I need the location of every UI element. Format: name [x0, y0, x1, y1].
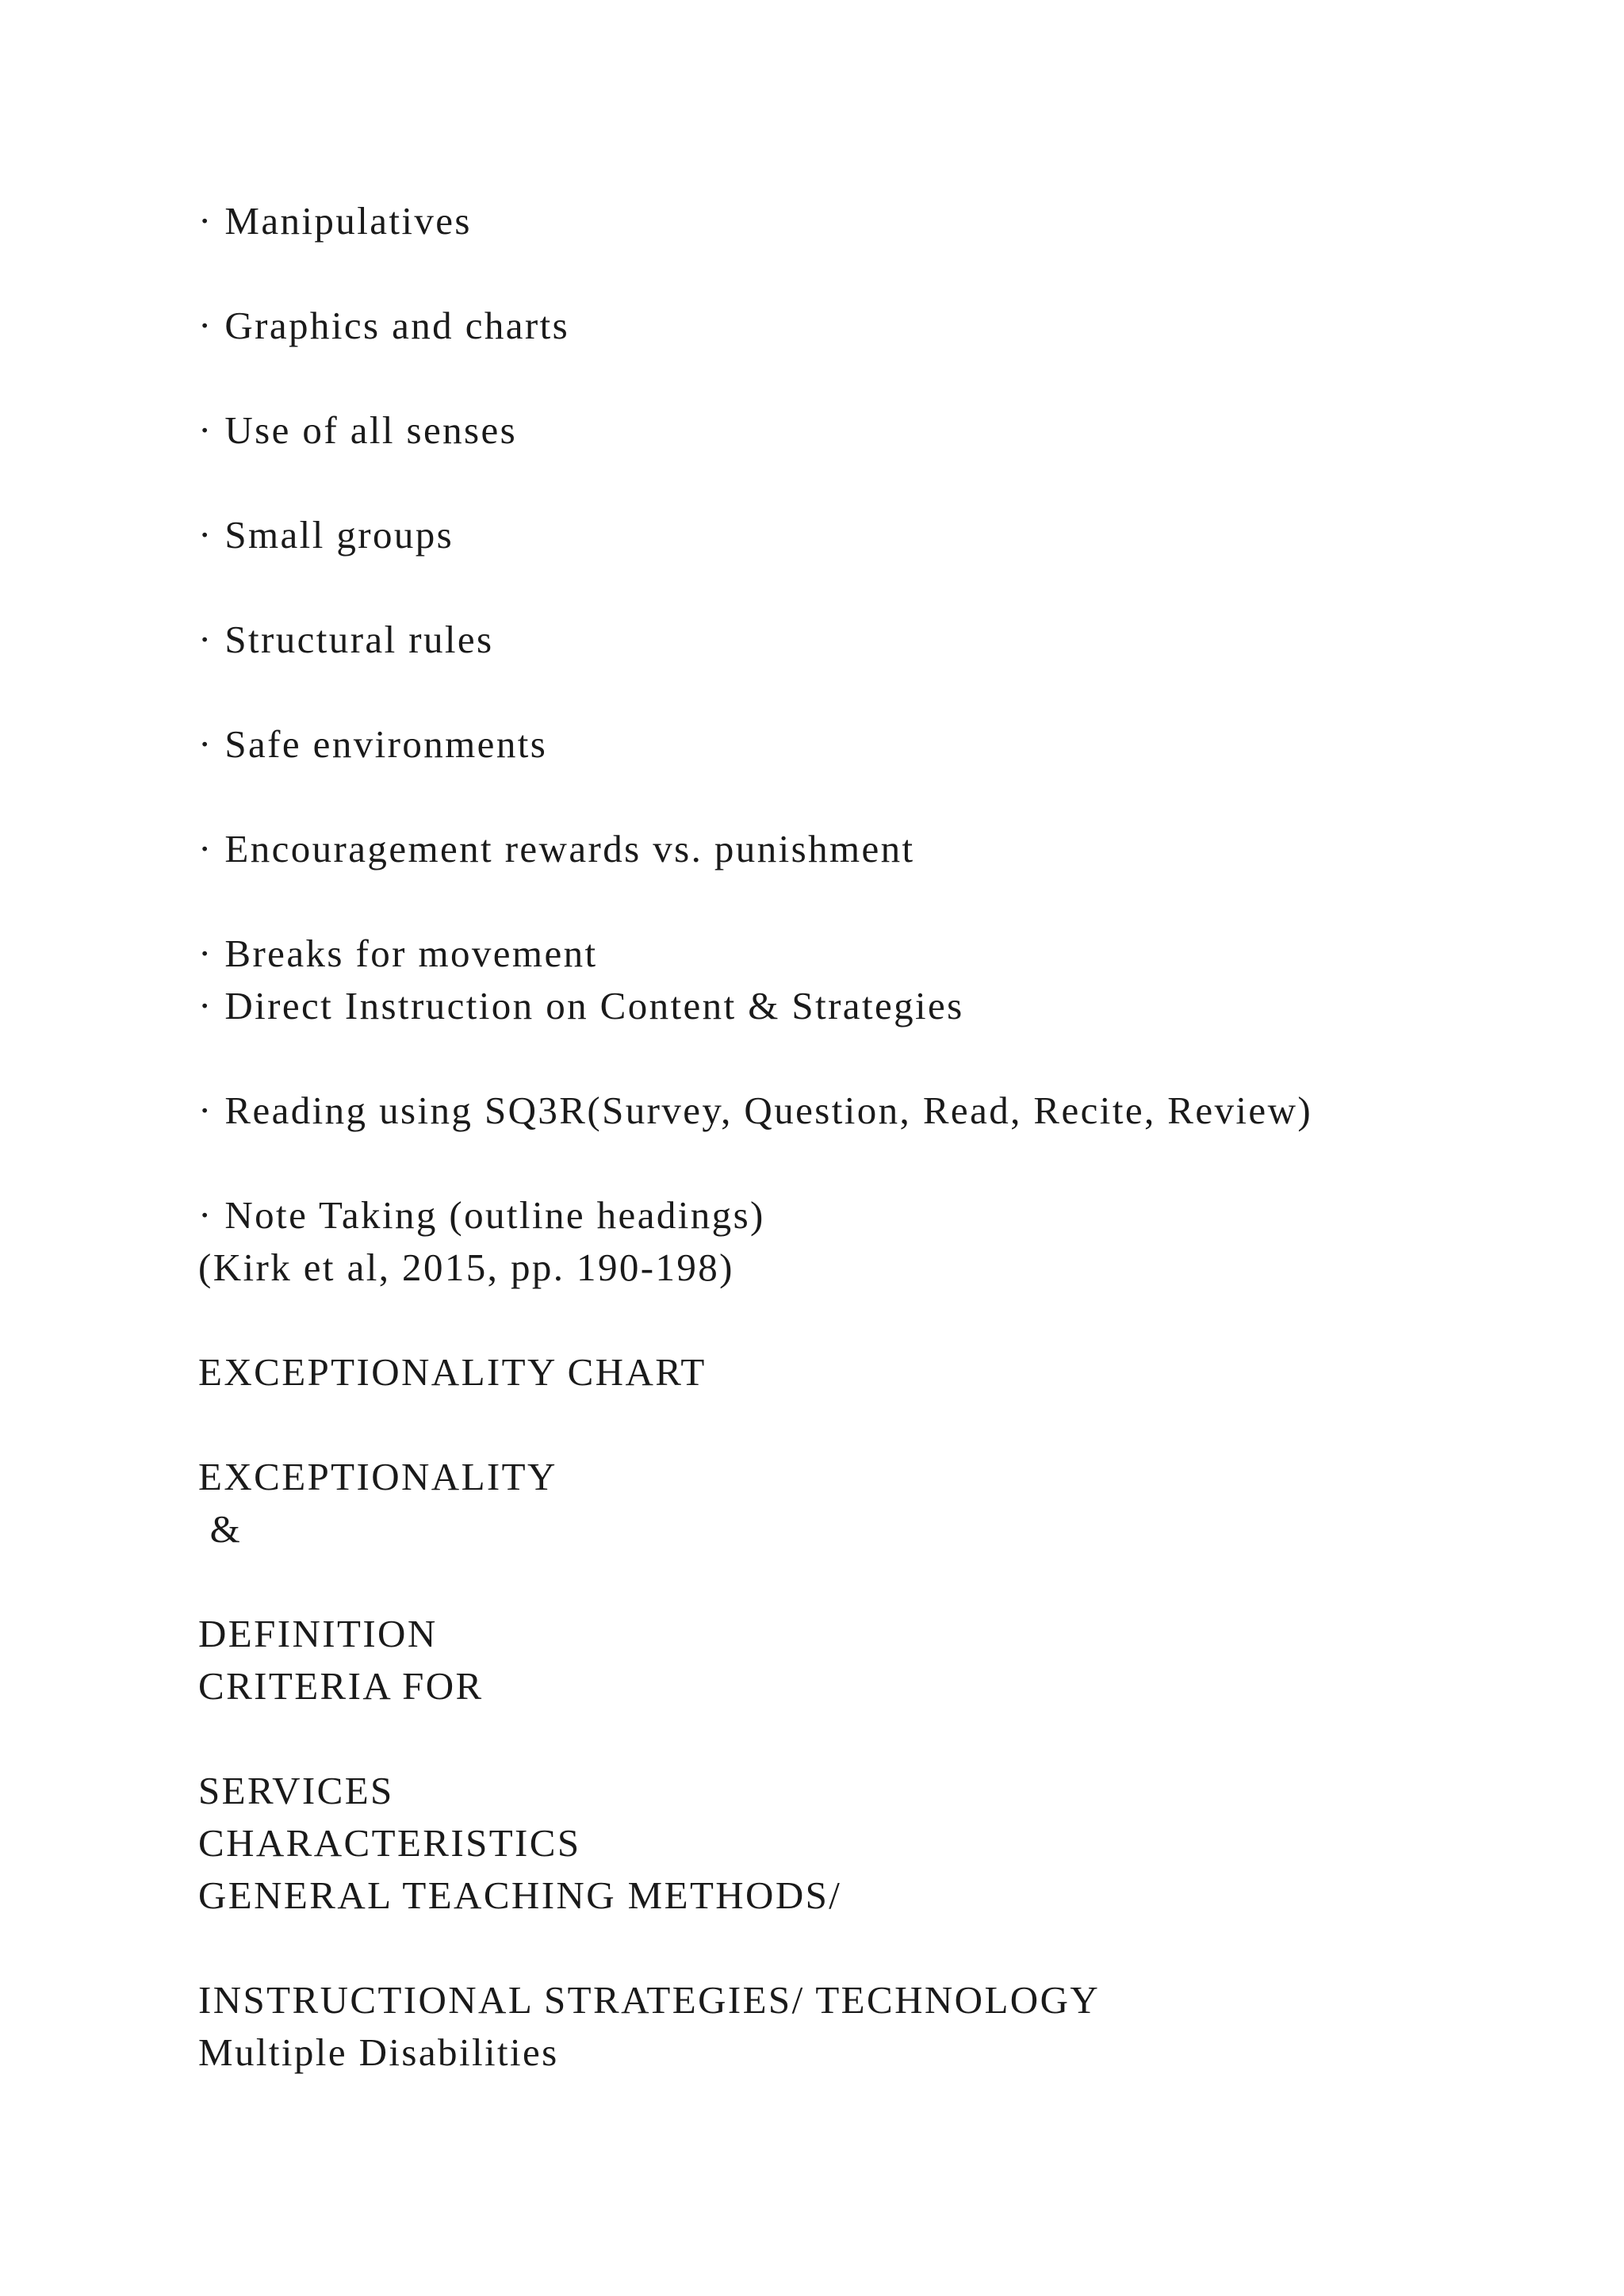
- bullet-breaks-for-movement: · Breaks for movement: [198, 932, 598, 975]
- column-heading-definition: DEFINITION: [198, 1612, 438, 1655]
- column-heading-instructional-strategies: INSTRUCTIONAL STRATEGIES/ TECHNOLOGY: [198, 1978, 1101, 2022]
- column-heading-characteristics: CHARACTERISTICS: [198, 1821, 581, 1865]
- bullet-manipulatives: · Manipulatives: [198, 199, 472, 243]
- citation: (Kirk et al, 2015, pp. 190-198): [198, 1246, 734, 1289]
- column-heading-services: SERVICES: [198, 1769, 394, 1812]
- column-heading-exceptionality: EXCEPTIONALITY: [198, 1455, 557, 1498]
- bullet-small-groups: · Small groups: [198, 513, 454, 557]
- bullet-graphics-and-charts: · Graphics and charts: [198, 304, 570, 347]
- bullet-safe-environments: · Safe environments: [198, 722, 548, 766]
- column-heading-criteria-for: CRITERIA FOR: [198, 1664, 484, 1708]
- bullet-use-of-all-senses: · Use of all senses: [198, 408, 518, 452]
- bullet-note-taking: · Note Taking (outline headings): [198, 1193, 765, 1237]
- chart-heading: EXCEPTIONALITY CHART: [198, 1350, 707, 1394]
- bullet-structural-rules: · Structural rules: [198, 618, 494, 661]
- row-label-multiple-disabilities: Multiple Disabilities: [198, 2030, 559, 2074]
- column-heading-general-teaching-methods: GENERAL TEACHING METHODS/: [198, 1873, 842, 1917]
- bullet-encouragement: · Encouragement rewards vs. punishment: [198, 827, 915, 871]
- bullet-reading-sq3r: · Reading using SQ3R(Survey, Question, Read, Recite, Review): [198, 1089, 1313, 1132]
- bullet-direct-instruction: · Direct Instruction on Content & Strategies: [198, 984, 964, 1027]
- column-heading-ampersand: &: [198, 1507, 243, 1551]
